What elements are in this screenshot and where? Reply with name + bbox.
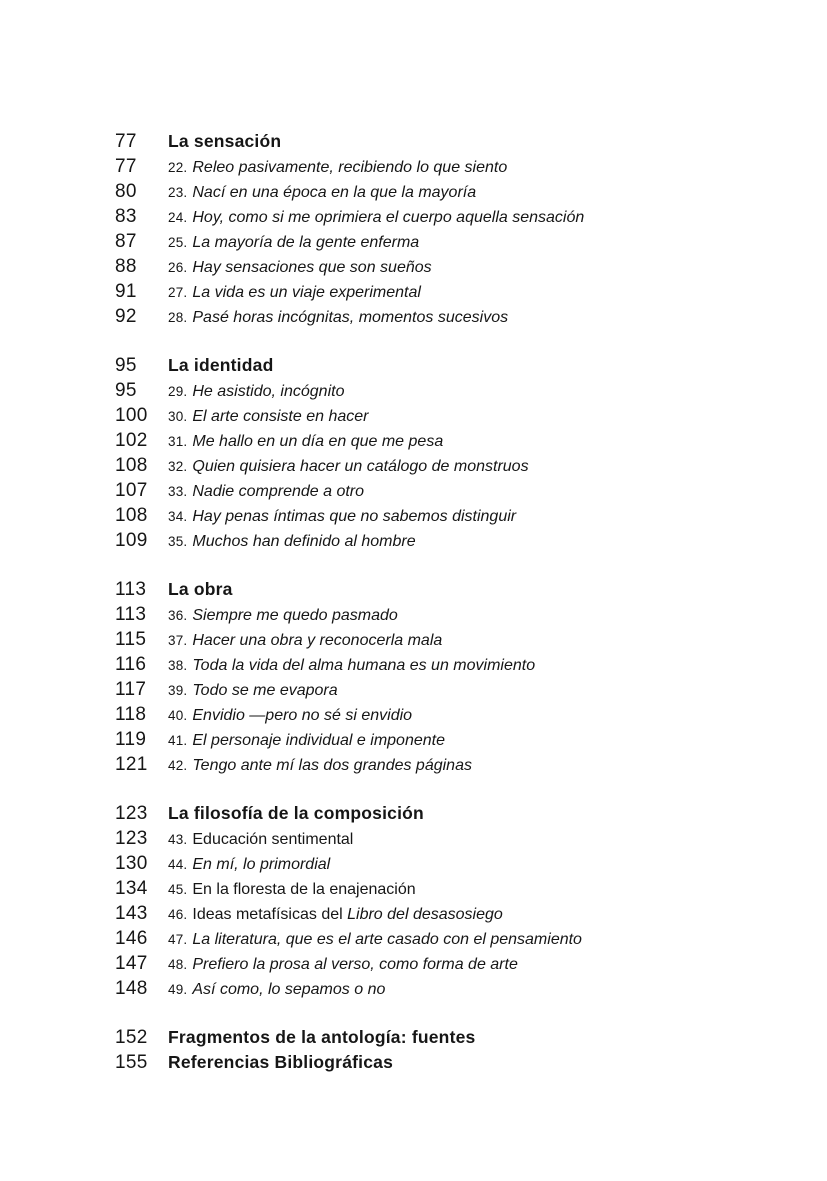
section-title <box>168 129 281 154</box>
page-number: 148 <box>115 978 148 999</box>
title-text: Hoy, como si me oprimiera el cuerpo aquella sensación <box>192 209 585 226</box>
page-number: 123 <box>115 803 148 824</box>
entry-title <box>168 180 476 205</box>
entry-number: 39. <box>168 683 188 698</box>
section-title <box>168 1025 475 1050</box>
entry-title <box>168 653 535 678</box>
title-text: La filosofía de la composición <box>168 803 424 823</box>
toc-entry-row <box>115 752 584 777</box>
toc-entry-row <box>115 976 584 1001</box>
entry-title <box>168 852 330 877</box>
entry-number: 27. <box>168 285 188 300</box>
title-text: Todo se me evapora <box>192 682 338 699</box>
entry-title <box>168 753 472 778</box>
entry-number: 28. <box>168 310 188 325</box>
page-number: 123 <box>115 828 148 849</box>
page-number: 77 <box>115 156 137 177</box>
entry-number: 47. <box>168 932 188 947</box>
page-number: 155 <box>115 1052 148 1073</box>
section-title <box>168 577 233 602</box>
entry-number: 26. <box>168 260 188 275</box>
title-text: Hacer una obra y reconocerla mala <box>192 632 443 649</box>
title-text: Fragmentos de la antología: fuentes <box>168 1027 476 1047</box>
page-number: 115 <box>115 629 147 650</box>
entry-number: 34. <box>168 509 188 524</box>
title-text: Me hallo en un día en que me pesa <box>192 433 444 450</box>
title-text: Hay sensaciones que son sueños <box>192 259 432 276</box>
title-text: Así como, lo sepamos o no <box>192 981 386 998</box>
page-number: 88 <box>115 256 137 277</box>
page-number: 87 <box>115 231 137 252</box>
title-text: El personaje individual e imponente <box>192 732 445 749</box>
title-text: Prefiero la prosa al verso, como forma de arte <box>192 956 518 973</box>
toc-heading-row <box>115 353 584 378</box>
entry-number: 42. <box>168 758 188 773</box>
section-title <box>168 801 424 826</box>
entry-title <box>168 255 432 280</box>
page-number: 130 <box>115 853 148 874</box>
entry-title <box>168 379 344 404</box>
page-number: 117 <box>115 679 147 700</box>
page-number: 77 <box>115 131 137 152</box>
title-text: Ideas metafísicas del <box>192 906 348 923</box>
entry-number: 44. <box>168 857 188 872</box>
entry-title <box>168 703 412 728</box>
title-text: Nadie comprende a otro <box>192 483 365 500</box>
title-text: Nací en una época en la que la mayoría <box>192 184 477 201</box>
entry-title <box>168 305 508 330</box>
page-number: 80 <box>115 181 137 202</box>
entry-title <box>168 827 353 852</box>
toc-heading-row <box>115 129 584 154</box>
toc-entry-row <box>115 204 584 229</box>
entry-number: 23. <box>168 185 188 200</box>
title-text: La mayoría de la gente enferma <box>192 234 420 251</box>
title-text: En mí, lo primordial <box>192 856 331 873</box>
entry-number: 43. <box>168 832 188 847</box>
toc-section <box>115 801 584 1001</box>
entry-number: 33. <box>168 484 188 499</box>
entry-number: 35. <box>168 534 188 549</box>
title-text: Muchos han definido al hombre <box>192 533 416 550</box>
toc-heading-row <box>115 801 584 826</box>
toc-entry-row <box>115 378 584 403</box>
entry-number: 31. <box>168 434 188 449</box>
entry-number: 40. <box>168 708 188 723</box>
page-number: 95 <box>115 380 137 401</box>
entry-title <box>168 280 421 305</box>
entry-title <box>168 728 445 753</box>
entry-title <box>168 404 368 429</box>
page-number: 95 <box>115 355 137 376</box>
entry-title <box>168 977 385 1002</box>
page-number: 146 <box>115 928 148 949</box>
page-number: 83 <box>115 206 137 227</box>
toc-entry-row <box>115 279 584 304</box>
entry-number: 41. <box>168 733 188 748</box>
toc-entry-row <box>115 702 584 727</box>
entry-number: 38. <box>168 658 188 673</box>
toc-section <box>115 1025 584 1075</box>
toc-entry-row <box>115 179 584 204</box>
toc-heading-row <box>115 1025 584 1050</box>
toc-entry-row <box>115 453 584 478</box>
toc-entry-row <box>115 951 584 976</box>
title-text: Envidio —pero no sé si envidio <box>192 707 413 724</box>
entry-number: 29. <box>168 384 188 399</box>
toc-entry-row <box>115 851 584 876</box>
title-text: Libro del desasosiego <box>347 906 503 923</box>
page-number: 108 <box>115 505 148 526</box>
entry-title <box>168 902 503 927</box>
toc-entry-row <box>115 652 584 677</box>
title-text: Referencias Bibliográficas <box>168 1052 394 1072</box>
entry-title <box>168 230 419 255</box>
toc-heading-row <box>115 577 584 602</box>
toc-section <box>115 129 584 329</box>
page-number: 113 <box>115 604 147 625</box>
entry-title <box>168 479 364 504</box>
page-number: 91 <box>115 281 137 302</box>
page-number: 109 <box>115 530 148 551</box>
title-text: La vida es un viaje experimental <box>192 284 421 301</box>
entry-title <box>168 504 516 529</box>
entry-number: 48. <box>168 957 188 972</box>
entry-number: 25. <box>168 235 188 250</box>
page-number: 147 <box>115 953 148 974</box>
title-text: Siempre me quedo pasmado <box>192 607 398 624</box>
title-text: Quien quisiera hacer un catálogo de monstruos <box>192 458 529 475</box>
title-text: He asistido, incógnito <box>192 383 345 400</box>
page-number: 134 <box>115 878 148 899</box>
page-number: 116 <box>115 654 147 675</box>
toc-heading-row <box>115 1050 584 1075</box>
toc-entry-row <box>115 229 584 254</box>
toc-entry-row <box>115 154 584 179</box>
toc-section <box>115 577 584 777</box>
entry-number: 49. <box>168 982 188 997</box>
page-number: 100 <box>115 405 148 426</box>
title-text: El arte consiste en hacer <box>192 408 369 425</box>
title-text: La sensación <box>168 131 282 151</box>
title-text: Hay penas íntimas que no sabemos distinguir <box>192 508 517 525</box>
page-number: 118 <box>115 704 147 725</box>
toc-entry-row <box>115 627 584 652</box>
entry-title <box>168 877 416 902</box>
title-text: Releo pasivamente, recibiendo lo que siento <box>192 159 508 176</box>
toc-entry-row <box>115 901 584 926</box>
toc-section <box>115 353 584 553</box>
title-text: En la floresta de la enajenación <box>192 881 416 898</box>
title-text: Pasé horas incógnitas, momentos sucesivos <box>192 309 509 326</box>
page-number: 143 <box>115 903 148 924</box>
entry-title <box>168 529 416 554</box>
page-number: 102 <box>115 430 148 451</box>
entry-number: 30. <box>168 409 188 424</box>
entry-title <box>168 603 398 628</box>
toc-entry-row <box>115 926 584 951</box>
entry-title <box>168 429 443 454</box>
toc-entry-row <box>115 528 584 553</box>
entry-number: 37. <box>168 633 188 648</box>
toc-entry-row <box>115 254 584 279</box>
table-of-contents <box>115 129 584 1099</box>
entry-title <box>168 155 507 180</box>
page-number: 113 <box>115 579 147 600</box>
entry-title <box>168 952 518 977</box>
title-text: Toda la vida del alma humana es un movimiento <box>192 657 536 674</box>
page-number: 152 <box>115 1027 148 1048</box>
entry-number: 46. <box>168 907 188 922</box>
toc-entry-row <box>115 602 584 627</box>
entry-title <box>168 628 442 653</box>
toc-entry-row <box>115 304 584 329</box>
title-text: La identidad <box>168 355 274 375</box>
entry-title <box>168 678 338 703</box>
entry-number: 22. <box>168 160 188 175</box>
page-number: 108 <box>115 455 148 476</box>
entry-number: 32. <box>168 459 188 474</box>
section-title <box>168 1050 393 1075</box>
title-text: Tengo ante mí las dos grandes páginas <box>192 757 472 774</box>
toc-entry-row <box>115 677 584 702</box>
entry-number: 45. <box>168 882 188 897</box>
entry-title <box>168 927 582 952</box>
entry-number: 36. <box>168 608 188 623</box>
entry-number: 24. <box>168 210 188 225</box>
page-number: 119 <box>115 729 147 750</box>
toc-entry-row <box>115 826 584 851</box>
page-number: 121 <box>115 754 148 775</box>
toc-entry-row <box>115 403 584 428</box>
toc-entry-row <box>115 876 584 901</box>
page-number: 107 <box>115 480 148 501</box>
title-text: La obra <box>168 579 233 599</box>
entry-title <box>168 205 584 230</box>
toc-entry-row <box>115 503 584 528</box>
toc-entry-row <box>115 428 584 453</box>
entry-title <box>168 454 529 479</box>
title-text: Educación sentimental <box>192 831 354 848</box>
title-text: La literatura, que es el arte casado con el pensamiento <box>192 931 582 948</box>
page-number: 92 <box>115 306 137 327</box>
section-title <box>168 353 273 378</box>
toc-entry-row <box>115 478 584 503</box>
toc-entry-row <box>115 727 584 752</box>
